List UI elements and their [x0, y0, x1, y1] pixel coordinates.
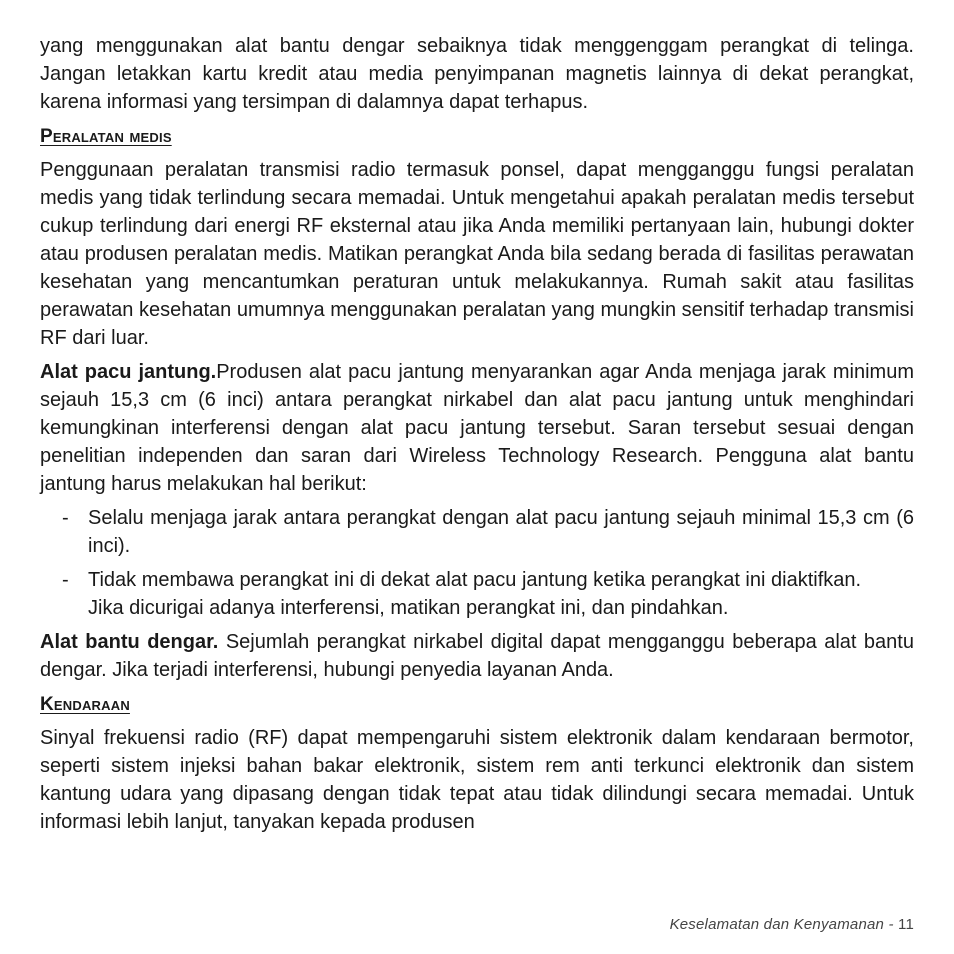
page-number: 11 — [898, 916, 914, 933]
pacemaker-lead: Alat pacu jantung. — [40, 361, 217, 383]
page-footer — [670, 916, 914, 933]
pacemaker-text: Produsen alat pacu jantung menyarankan agar Anda menjaga jarak minimum sejauh 15,3 cm (6 inci) antara perangkat nirkabel dan alat pacu jantung untuk menghindari kemungkinan interferensi dengan alat pacu jantung tersebut. Saran tersebut sesuai dengan penelitian independen dan saran dari Wireless Technology Research. Pengguna alat bantu jantung harus melakukan hal berikut: — [40, 361, 914, 495]
list-marker: - — [62, 569, 69, 591]
section-heading-vehicles: Kendaraan — [40, 694, 130, 715]
list-marker: - — [62, 507, 69, 529]
list-item-text: Tidak membawa perangkat ini di dekat alat pacu jantung ketika perangkat ini diaktifkan. — [88, 569, 862, 591]
intro-paragraph: yang menggunakan alat bantu dengar sebaiknya tidak menggenggam perangkat di telinga. Jangan letakkan kartu kredit atau media penyimpanan magnetis lainnya di dekat perangkat, karena informasi yang tersimpan di dalamnya dapat terhapus. — [40, 35, 914, 113]
hearing-text: Sejumlah perangkat nirkabel digital dapat mengganggu beberapa alat bantu dengar. Jika terjadi interferensi, hubungi penyedia layanan Anda. — [40, 631, 914, 681]
footer-title: Keselamatan dan Kenyamanan - — [669, 916, 894, 933]
list-item — [40, 504, 914, 560]
pacemaker-list — [40, 504, 914, 622]
pacemaker-paragraph — [40, 358, 914, 498]
medical-paragraph: Penggunaan peralatan transmisi radio termasuk ponsel, dapat mengganggu fungsi peralatan medis yang tidak terlindung secara memadai. Untuk mengetahui apakah peralatan medis tersebut cukup terlindung dari energi RF eksternal atau jika Anda memiliki pertanyaan lain, hubungi dokter atau produsen peralatan medis. Matikan perangkat Anda bila sedang berada di fasilitas perawatan kesehatan yang mencantumkan peraturan untuk melakukannya. Rumah sakit atau fasilitas perawatan kesehatan umumnya menggunakan peralatan yang mungkin sensitif terhadap transmisi RF dari luar. — [40, 159, 914, 349]
list-item-extra: Jika dicurigai adanya interferensi, matikan perangkat ini, dan pindahkan. — [88, 597, 729, 619]
vehicles-paragraph: Sinyal frekuensi radio (RF) dapat mempengaruhi sistem elektronik dalam kendaraan bermotor, seperti sistem injeksi bahan bakar elektronik, sistem rem anti terkunci elektronik dan sistem kantung udara yang dipasang dengan tidak tepat atau tidak dilindungi secara memadai. Untuk informasi lebih lanjut, tanyakan kepada produsen — [40, 727, 914, 833]
hearing-lead: Alat bantu dengar. — [40, 631, 219, 653]
section-heading-medical: Peralatan medis — [40, 126, 172, 147]
list-item — [40, 566, 914, 622]
list-item-text: Selalu menjaga jarak antara perangkat dengan alat pacu jantung sejauh minimal 15,3 cm (6 inci). — [88, 507, 914, 557]
hearing-paragraph — [40, 628, 914, 684]
document-page — [40, 32, 914, 836]
